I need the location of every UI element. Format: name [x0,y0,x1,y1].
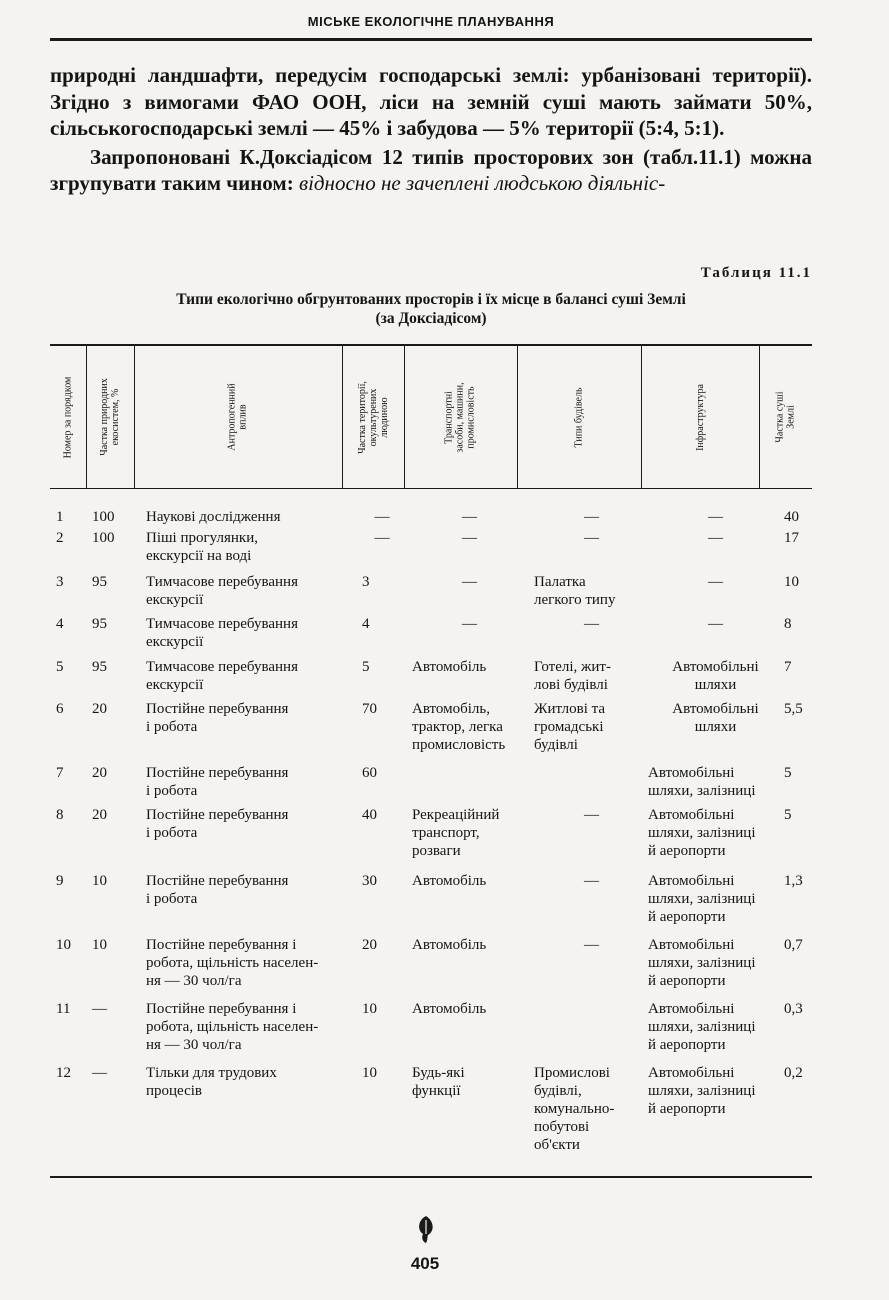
cell-natural-share: 95 [92,616,107,632]
cell-building-types: — [584,873,599,889]
table-header-rule [50,488,812,489]
cell-transport: Автомобіль [412,1001,487,1017]
cell-natural-share: 10 [92,873,107,889]
cell-infrastructure: — [708,509,723,525]
table-column-header [404,346,517,488]
cell-land-share: 1,3 [784,873,803,889]
table-column-header-label: Антропогенний вплив [226,383,249,451]
cell-land-share: 0,3 [784,1001,803,1017]
cell-land-share: 0,7 [784,937,803,953]
cell-anthropogenic-impact: Постійне перебування і робота, щільність населен- ня — 30 чол/га [146,937,319,989]
cell-transport: — [462,530,477,546]
cell-cultivated-share: 70 [362,701,377,717]
cell-transport: Автомобіль [412,659,487,675]
cell-transport: Автомобіль [412,873,487,889]
cell-infrastructure: Автомобільні шляхи, залізниці [648,765,756,799]
cell-cultivated-share: 60 [362,765,377,781]
cell-infrastructure: Автомобільні шляхи [672,701,759,735]
cell-infrastructure: — [708,574,723,590]
table-column-header [86,346,134,488]
cell-transport: — [462,574,477,590]
cell-infrastructure: — [708,616,723,632]
table-column-divider [86,346,87,488]
table-column-header-label: Частка суші Землі [774,391,797,443]
cell-building-types: Житлові та громадські будівлі [534,701,606,753]
cell-anthropogenic-impact: Постійне перебування і робота [146,807,289,841]
table-column-header [50,346,86,488]
cell-transport: Автомобіль [412,937,487,953]
table-caption-line1: Типи екологічно обгрунтованих просторів і їх місце в балансі суші Землі [176,291,686,308]
paragraph-1: природні ландшафти, передусім господарські землі: урбанізовані території). Згідно з вимогами ФАО ООН, ліси на земній суші мають займати 50%, сільськогосподарські землі — 45% і забудова — 5% території (5:4, 5:1). [50,63,812,140]
cell-anthropogenic-impact: Наукові дослідження [146,509,281,525]
cell-natural-share: 20 [92,701,107,717]
cell-anthropogenic-impact: Тимчасове перебування екскурсії [146,616,298,650]
cell-row-number: 5 [56,659,64,675]
cell-building-types: — [584,530,599,546]
cell-cultivated-share: — [374,530,390,546]
table-caption [50,290,812,328]
cell-row-number: 3 [56,574,64,590]
cell-transport: Будь-які функції [412,1065,465,1099]
running-header: МІСЬКЕ ЕКОЛОГІЧНЕ ПЛАНУВАННЯ [307,14,555,29]
cell-land-share: 10 [784,574,799,590]
cell-row-number: 6 [56,701,64,717]
table-column-header [134,346,342,488]
cell-natural-share: 95 [92,659,107,675]
cell-natural-share: 95 [92,574,107,590]
cell-building-types: — [584,807,599,823]
paragraph-2-plain: Запропоновані К.Доксіадісом 12 типів просторових зон (табл.11.1) можна згрупувати таким чином: [50,144,812,195]
cell-row-number: 11 [56,1001,71,1017]
cell-natural-share: — [92,1065,107,1081]
table-column-divider [517,346,518,488]
cell-row-number: 4 [56,616,64,632]
cell-infrastructure: Автомобільні шляхи, залізниці й аеропорти [648,1001,756,1053]
table-number: Таблиця 11.1 [700,265,812,281]
table-column-divider [641,346,642,488]
cell-cultivated-share: 3 [362,574,370,590]
cell-cultivated-share: 20 [362,937,377,953]
cell-anthropogenic-impact: Постійне перебування і робота [146,701,289,735]
cell-row-number: 12 [56,1065,71,1081]
cell-anthropogenic-impact: Піші прогулянки, екскурсії на воді [146,530,258,564]
cell-cultivated-share: 4 [362,616,370,632]
table-column-header-label: Транспортні засоби, машини, промисловість [443,381,477,453]
cell-infrastructure: Автомобільні шляхи, залізниці й аеропорти [648,873,756,925]
cell-natural-share: 20 [92,807,107,823]
table-column-header-label: Типи будівель [573,386,585,448]
cell-building-types: Готелі, жит- лові будівлі [534,659,611,693]
cell-anthropogenic-impact: Постійне перебування і робота [146,765,289,799]
table-column-divider [404,346,405,488]
cell-land-share: 8 [784,616,792,632]
table-column-header [517,346,641,488]
cell-infrastructure: Автомобільні шляхи, залізниці й аеропорти [648,807,756,859]
paragraph-2 [50,144,812,197]
cell-natural-share: 100 [92,530,115,546]
table-column-divider [759,346,760,488]
cell-row-number: 1 [56,509,64,525]
cell-cultivated-share: 10 [362,1001,377,1017]
cell-transport: Автомобіль, трактор, легка промисловість [412,701,506,753]
cell-cultivated-share: 10 [362,1065,377,1081]
cell-anthropogenic-impact: Постійне перебування і робота [146,873,289,907]
cell-land-share: 5 [784,807,792,823]
cell-natural-share: 10 [92,937,107,953]
cell-natural-share: 20 [92,765,107,781]
cell-cultivated-share: — [374,509,390,525]
leaf-ornament-icon [414,1214,438,1244]
cell-row-number: 9 [56,873,64,889]
cell-land-share: 5,5 [784,701,803,717]
cell-land-share: 5 [784,765,792,781]
cell-cultivated-share: 5 [362,659,370,675]
cell-land-share: 40 [784,509,799,525]
table-column-header [759,346,812,488]
table-column-header [641,346,759,488]
table-column-divider [134,346,135,488]
page-number: 405 [410,1254,440,1273]
cell-anthropogenic-impact: Тимчасове перебування екскурсії [146,574,298,608]
table-bottom-rule [50,1176,812,1178]
cell-natural-share: — [92,1001,107,1017]
cell-anthropogenic-impact: Тільки для трудових процесів [146,1065,277,1099]
cell-anthropogenic-impact: Постійне перебування і робота, щільність населен- ня — 30 чол/га [146,1001,319,1053]
cell-land-share: 17 [784,530,799,546]
cell-building-types: Палатка легкого типу [534,574,616,608]
header-rule [50,38,812,41]
table-column-header [342,346,404,488]
cell-transport: Рекреаційний транспорт, розваги [412,807,500,859]
cell-building-types: — [584,937,599,953]
cell-row-number: 8 [56,807,64,823]
cell-building-types: Промислові будівлі, комунально- побутові об'єкти [534,1065,615,1153]
cell-infrastructure: — [708,530,723,546]
table-column-header-label: Інфраструктура [694,383,706,451]
cell-infrastructure: Автомобільні шляхи [672,659,759,693]
cell-land-share: 0,2 [784,1065,803,1081]
cell-building-types: — [584,616,599,632]
cell-cultivated-share: 30 [362,873,377,889]
cell-natural-share: 100 [92,509,115,525]
cell-infrastructure: Автомобільні шляхи, залізниці й аеропорти [648,937,756,989]
cell-transport: — [462,616,477,632]
cell-land-share: 7 [784,659,792,675]
cell-transport: — [462,509,477,525]
cell-infrastructure: Автомобільні шляхи, залізниці й аеропорти [648,1065,756,1117]
paragraph-2-italic: відносно не зачеплені людською діяльніс- [298,171,666,195]
cell-building-types: — [584,509,599,525]
table-column-header-label: Номер за порядком [62,376,74,458]
body-text [50,62,812,197]
cell-row-number: 7 [56,765,64,781]
table-caption-line2: (за Доксіадісом) [375,310,487,327]
cell-row-number: 2 [56,530,64,546]
cell-anthropogenic-impact: Тимчасове перебування екскурсії [146,659,298,693]
table-column-header-label: Частка природних екосистем, % [99,378,122,456]
table-column-divider [342,346,343,488]
cell-row-number: 10 [56,937,71,953]
cell-cultivated-share: 40 [362,807,377,823]
table-column-header-label: Частка території, окультурених людиною [356,380,390,454]
